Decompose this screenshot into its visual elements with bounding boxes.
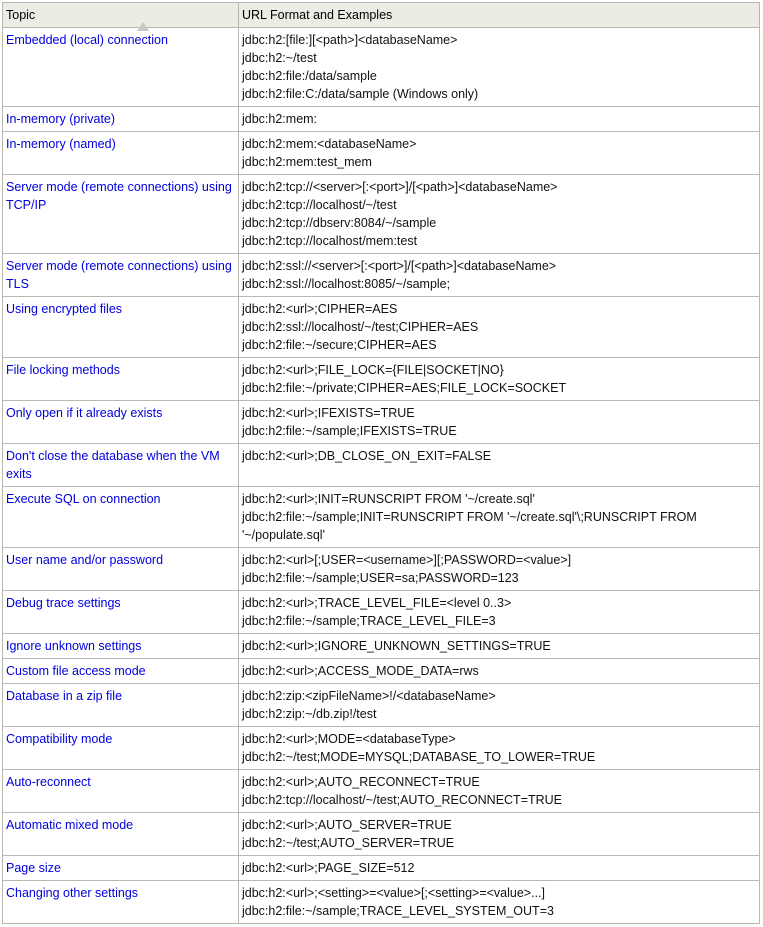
sort-arrow-icon[interactable] bbox=[137, 22, 149, 31]
table-row bbox=[3, 727, 760, 770]
url-example-line: jdbc:h2:zip:~/db.zip!/test bbox=[242, 707, 377, 721]
topic-cell bbox=[3, 487, 239, 548]
url-cell bbox=[239, 727, 760, 770]
url-cell bbox=[239, 487, 760, 548]
topic-cell bbox=[3, 358, 239, 401]
url-cell bbox=[239, 548, 760, 591]
topic-cell bbox=[3, 297, 239, 358]
url-example-line: jdbc:h2:ssl://localhost/~/test;CIPHER=AES bbox=[242, 320, 479, 334]
url-example-line: jdbc:h2:tcp://dbserv:8084/~/sample bbox=[242, 216, 437, 230]
table-row bbox=[3, 297, 760, 358]
url-example-line: jdbc:h2:<url>;FILE_LOCK={FILE|SOCKET|NO} bbox=[242, 363, 504, 377]
topic-header-label: Topic bbox=[6, 8, 36, 22]
url-example-line: jdbc:h2:<url>;MODE=<databaseType> bbox=[242, 732, 456, 746]
url-cell bbox=[239, 444, 760, 487]
url-cell bbox=[239, 28, 760, 107]
url-example-line: jdbc:h2:tcp://localhost/mem:test bbox=[242, 234, 418, 248]
topic-link[interactable]: In-memory (named) bbox=[6, 137, 116, 151]
table-row bbox=[3, 107, 760, 132]
url-cell bbox=[239, 881, 760, 924]
topic-cell bbox=[3, 684, 239, 727]
url-example-line: jdbc:h2:file:~/private;CIPHER=AES;FILE_LOCK=SOCKET bbox=[242, 381, 567, 395]
topic-link[interactable]: Auto-reconnect bbox=[6, 775, 91, 789]
topic-link[interactable]: Server mode (remote connections) using TCP/IP bbox=[6, 180, 232, 212]
topic-link[interactable]: Database in a zip file bbox=[6, 689, 123, 703]
topic-cell bbox=[3, 727, 239, 770]
table-row bbox=[3, 634, 760, 659]
table-row bbox=[3, 881, 760, 924]
url-cell bbox=[239, 132, 760, 175]
topic-cell bbox=[3, 444, 239, 487]
url-example-line: jdbc:h2:tcp://localhost/~/test;AUTO_RECONNECT=TRUE bbox=[242, 793, 563, 807]
url-header-label: URL Format and Examples bbox=[242, 8, 393, 22]
url-example-line: jdbc:h2:<url>;IGNORE_UNKNOWN_SETTINGS=TRUE bbox=[242, 639, 551, 653]
table-row bbox=[3, 548, 760, 591]
url-cell bbox=[239, 659, 760, 684]
topic-link[interactable]: In-memory (private) bbox=[6, 112, 116, 126]
topic-link[interactable]: Only open if it already exists bbox=[6, 406, 163, 420]
url-cell bbox=[239, 175, 760, 254]
topic-link[interactable]: Don't close the database when the VM exits bbox=[6, 449, 220, 481]
url-example-line: jdbc:h2:<url>;<setting>=<value>[;<setting>=<value>...] bbox=[242, 886, 546, 900]
topic-link[interactable]: Server mode (remote connections) using TLS bbox=[6, 259, 232, 291]
url-example-line: jdbc:h2:<url>;CIPHER=AES bbox=[242, 302, 398, 316]
topic-cell bbox=[3, 634, 239, 659]
url-cell bbox=[239, 591, 760, 634]
url-column-header[interactable] bbox=[239, 3, 760, 28]
url-cell bbox=[239, 856, 760, 881]
topic-cell bbox=[3, 107, 239, 132]
topic-cell bbox=[3, 401, 239, 444]
url-example-line: jdbc:h2:~/test bbox=[242, 51, 317, 65]
url-example-line: jdbc:h2:file:~/sample;TRACE_LEVEL_FILE=3 bbox=[242, 614, 496, 628]
topic-link[interactable]: Execute SQL on connection bbox=[6, 492, 161, 506]
url-example-line: jdbc:h2:<url>;ACCESS_MODE_DATA=rws bbox=[242, 664, 479, 678]
topic-cell bbox=[3, 175, 239, 254]
url-example-line: jdbc:h2:zip:<zipFileName>!/<databaseName> bbox=[242, 689, 496, 703]
url-cell bbox=[239, 684, 760, 727]
url-example-line: jdbc:h2:mem:test_mem bbox=[242, 155, 372, 169]
table-row bbox=[3, 770, 760, 813]
url-cell bbox=[239, 358, 760, 401]
topic-link[interactable]: Page size bbox=[6, 861, 61, 875]
table-body bbox=[3, 28, 760, 924]
table-row bbox=[3, 444, 760, 487]
url-example-line: jdbc:h2:<url>[;USER=<username>][;PASSWORD=<value>] bbox=[242, 553, 572, 567]
table-row bbox=[3, 813, 760, 856]
url-example-line: jdbc:h2:<url>;INIT=RUNSCRIPT FROM '~/create.sql' bbox=[242, 492, 535, 506]
url-format-table bbox=[2, 2, 760, 924]
table-row bbox=[3, 401, 760, 444]
url-example-line: jdbc:h2:~/test;MODE=MYSQL;DATABASE_TO_LOWER=TRUE bbox=[242, 750, 596, 764]
table-row bbox=[3, 175, 760, 254]
url-cell bbox=[239, 634, 760, 659]
url-example-line: jdbc:h2:tcp://localhost/~/test bbox=[242, 198, 397, 212]
table-row bbox=[3, 254, 760, 297]
url-example-line: jdbc:h2:file:~/secure;CIPHER=AES bbox=[242, 338, 437, 352]
topic-link[interactable]: Automatic mixed mode bbox=[6, 818, 134, 832]
url-example-line: jdbc:h2:<url>;DB_CLOSE_ON_EXIT=FALSE bbox=[242, 449, 492, 463]
url-example-line: jdbc:h2:[file:][<path>]<databaseName> bbox=[242, 33, 458, 47]
topic-cell bbox=[3, 813, 239, 856]
url-example-line: jdbc:h2:<url>;PAGE_SIZE=512 bbox=[242, 861, 415, 875]
topic-column-header[interactable] bbox=[3, 3, 239, 28]
url-example-line: jdbc:h2:mem:<databaseName> bbox=[242, 137, 417, 151]
url-cell bbox=[239, 107, 760, 132]
url-cell bbox=[239, 401, 760, 444]
url-example-line: jdbc:h2:file:~/sample;IFEXISTS=TRUE bbox=[242, 424, 457, 438]
table-row bbox=[3, 856, 760, 881]
topic-link[interactable]: File locking methods bbox=[6, 363, 120, 377]
url-cell bbox=[239, 297, 760, 358]
url-example-line: jdbc:h2:file:/data/sample bbox=[242, 69, 377, 83]
table-row bbox=[3, 659, 760, 684]
table-row bbox=[3, 487, 760, 548]
topic-link[interactable]: Compatibility mode bbox=[6, 732, 113, 746]
table-row bbox=[3, 358, 760, 401]
topic-cell bbox=[3, 132, 239, 175]
topic-cell bbox=[3, 856, 239, 881]
url-example-line: jdbc:h2:mem: bbox=[242, 112, 318, 126]
topic-cell bbox=[3, 881, 239, 924]
topic-link[interactable]: Embedded (local) connection bbox=[6, 33, 168, 47]
url-example-line: jdbc:h2:tcp://<server>[:<port>]/[<path>]<databaseName> bbox=[242, 180, 558, 194]
topic-link[interactable]: Using encrypted files bbox=[6, 302, 123, 316]
table-row bbox=[3, 591, 760, 634]
url-cell bbox=[239, 813, 760, 856]
url-example-line: jdbc:h2:ssl://<server>[:<port>]/[<path>]<databaseName> bbox=[242, 259, 557, 273]
topic-link[interactable]: Ignore unknown settings bbox=[6, 639, 142, 653]
topic-link[interactable]: Debug trace settings bbox=[6, 596, 121, 610]
url-cell bbox=[239, 254, 760, 297]
url-example-line: jdbc:h2:file:~/sample;USER=sa;PASSWORD=123 bbox=[242, 571, 519, 585]
topic-link[interactable]: Custom file access mode bbox=[6, 664, 146, 678]
topic-link[interactable]: User name and/or password bbox=[6, 553, 164, 567]
url-example-line: jdbc:h2:<url>;IFEXISTS=TRUE bbox=[242, 406, 415, 420]
topic-link[interactable]: Changing other settings bbox=[6, 886, 139, 900]
topic-cell bbox=[3, 254, 239, 297]
topic-cell bbox=[3, 591, 239, 634]
table-row bbox=[3, 684, 760, 727]
topic-cell bbox=[3, 28, 239, 107]
url-example-line: jdbc:h2:file:~/sample;TRACE_LEVEL_SYSTEM_OUT=3 bbox=[242, 904, 554, 918]
topic-cell bbox=[3, 659, 239, 684]
topic-cell bbox=[3, 770, 239, 813]
table-row bbox=[3, 28, 760, 107]
header-row bbox=[3, 3, 760, 28]
url-example-line: jdbc:h2:<url>;TRACE_LEVEL_FILE=<level 0..3> bbox=[242, 596, 512, 610]
table-row bbox=[3, 132, 760, 175]
topic-cell bbox=[3, 548, 239, 591]
url-example-line: jdbc:h2:<url>;AUTO_SERVER=TRUE bbox=[242, 818, 452, 832]
url-example-line: jdbc:h2:<url>;AUTO_RECONNECT=TRUE bbox=[242, 775, 480, 789]
url-cell bbox=[239, 770, 760, 813]
url-example-line: jdbc:h2:ssl://localhost:8085/~/sample; bbox=[242, 277, 451, 291]
url-example-line: jdbc:h2:file:C:/data/sample (Windows only) bbox=[242, 87, 479, 101]
url-example-line: jdbc:h2:file:~/sample;INIT=RUNSCRIPT FROM '~/create.sql'\;RUNSCRIPT FROM '~/populate.sql' bbox=[242, 510, 697, 542]
url-example-line: jdbc:h2:~/test;AUTO_SERVER=TRUE bbox=[242, 836, 455, 850]
